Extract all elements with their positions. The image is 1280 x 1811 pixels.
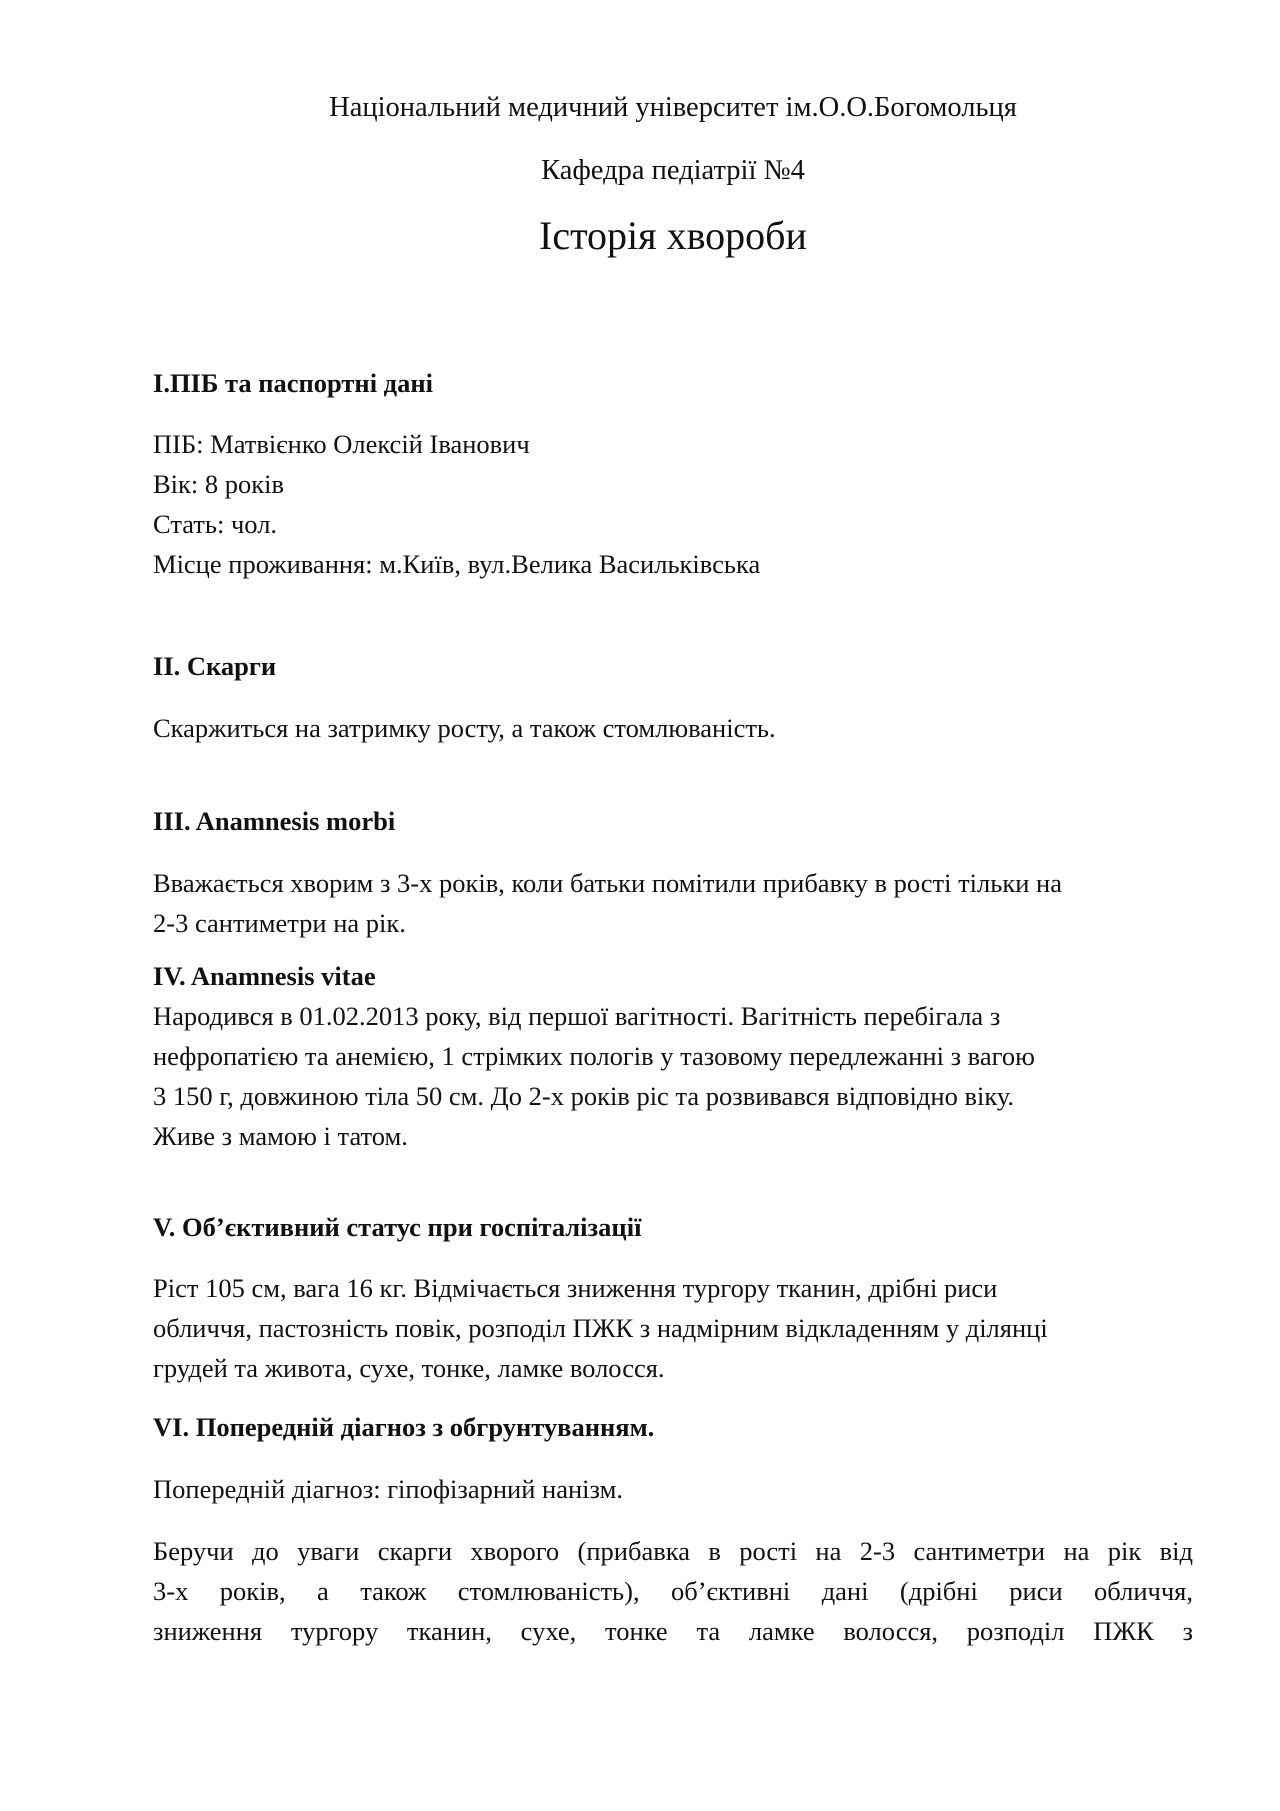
- section-complaints: [153, 646, 1193, 748]
- anamnesis-morbi-line: 2-3 сантиметри на рік.: [153, 908, 406, 938]
- anamnesis-morbi-line: Вважається хворим з 3-х років, коли батьки помітили прибавку в рості тільки на: [153, 868, 1062, 898]
- department-name: Кафедра педіатрії №4: [541, 155, 805, 186]
- section-heading-complaints: II. Скарги: [153, 651, 277, 681]
- section-heading-objective-status: V. Об’єктивний статус при госпіталізації: [153, 1212, 642, 1242]
- justification-line: Беручи до уваги скарги хворого (прибавка в рості на 2-3 сантиметри на рік від: [153, 1536, 1193, 1566]
- patient-age-line: Вік: 8 років: [153, 469, 285, 499]
- section-anamnesis-morbi: [153, 801, 1193, 943]
- objective-status-line: обличчя, пастозність повік, розподіл ПЖК з надмірним відкладенням у ділянці: [153, 1313, 1048, 1343]
- anamnesis-vitae-line: Живе з мамою і татом.: [153, 1121, 408, 1151]
- section-heading-passport: I.ПІБ та паспортні дані: [153, 368, 433, 398]
- section-heading-anamnesis-morbi: III. Anamnesis morbi: [153, 806, 396, 836]
- section-heading-anamnesis-vitae: IV. Anamnesis vitae: [153, 961, 376, 991]
- complaints-text: Скаржиться на затримку росту, а також стомлюваність.: [153, 713, 776, 743]
- document-page: [153, 88, 1193, 1651]
- justification-line: зниження тургору тканин, сухе, тонке та ламке волосся, розподіл ПЖК з: [153, 1616, 1193, 1646]
- section-anamnesis-vitae: [153, 956, 1193, 1156]
- preliminary-diagnosis-text: Попередній діагноз: гіпофізарний нанізм.: [153, 1474, 624, 1504]
- anamnesis-vitae-line: Народився в 01.02.2013 року, від першої вагітності. Вагітність перебігала з: [153, 1001, 1001, 1031]
- patient-sex-line: Стать: чол.: [153, 509, 278, 539]
- anamnesis-vitae-line: 3 150 г, довжиною тіла 50 см. До 2-х років ріс та розвивався відповідно віку.: [153, 1081, 1015, 1111]
- section-passport: [153, 363, 1193, 584]
- patient-address-line: Місце проживання: м.Київ, вул.Велика Васильківська: [153, 549, 761, 579]
- objective-status-line: грудей та живота, сухе, тонке, ламке волосся.: [153, 1353, 665, 1383]
- section-heading-preliminary-diagnosis: VI. Попередній діагноз з обгрунтуванням.: [153, 1412, 655, 1442]
- objective-status-line: Ріст 105 см, вага 16 кг. Відмічається зниження тургору тканин, дрібні риси: [153, 1273, 998, 1303]
- section-objective-status: [153, 1207, 1193, 1388]
- justification-line: 3-х років, а також стомлюваність), об’єктивні дані (дрібні риси обличчя,: [153, 1576, 1193, 1606]
- section-preliminary-diagnosis: [153, 1407, 1193, 1651]
- document-title: Історія хвороби: [539, 213, 807, 258]
- university-name: Національний медичний університет ім.О.О.Богомольця: [329, 92, 1017, 123]
- patient-name-line: ПІБ: Матвієнко Олексій Іванович: [153, 429, 530, 459]
- anamnesis-vitae-line: нефропатією та анемією, 1 стрімких пологів у тазовому передлежанні з вагою: [153, 1041, 1035, 1071]
